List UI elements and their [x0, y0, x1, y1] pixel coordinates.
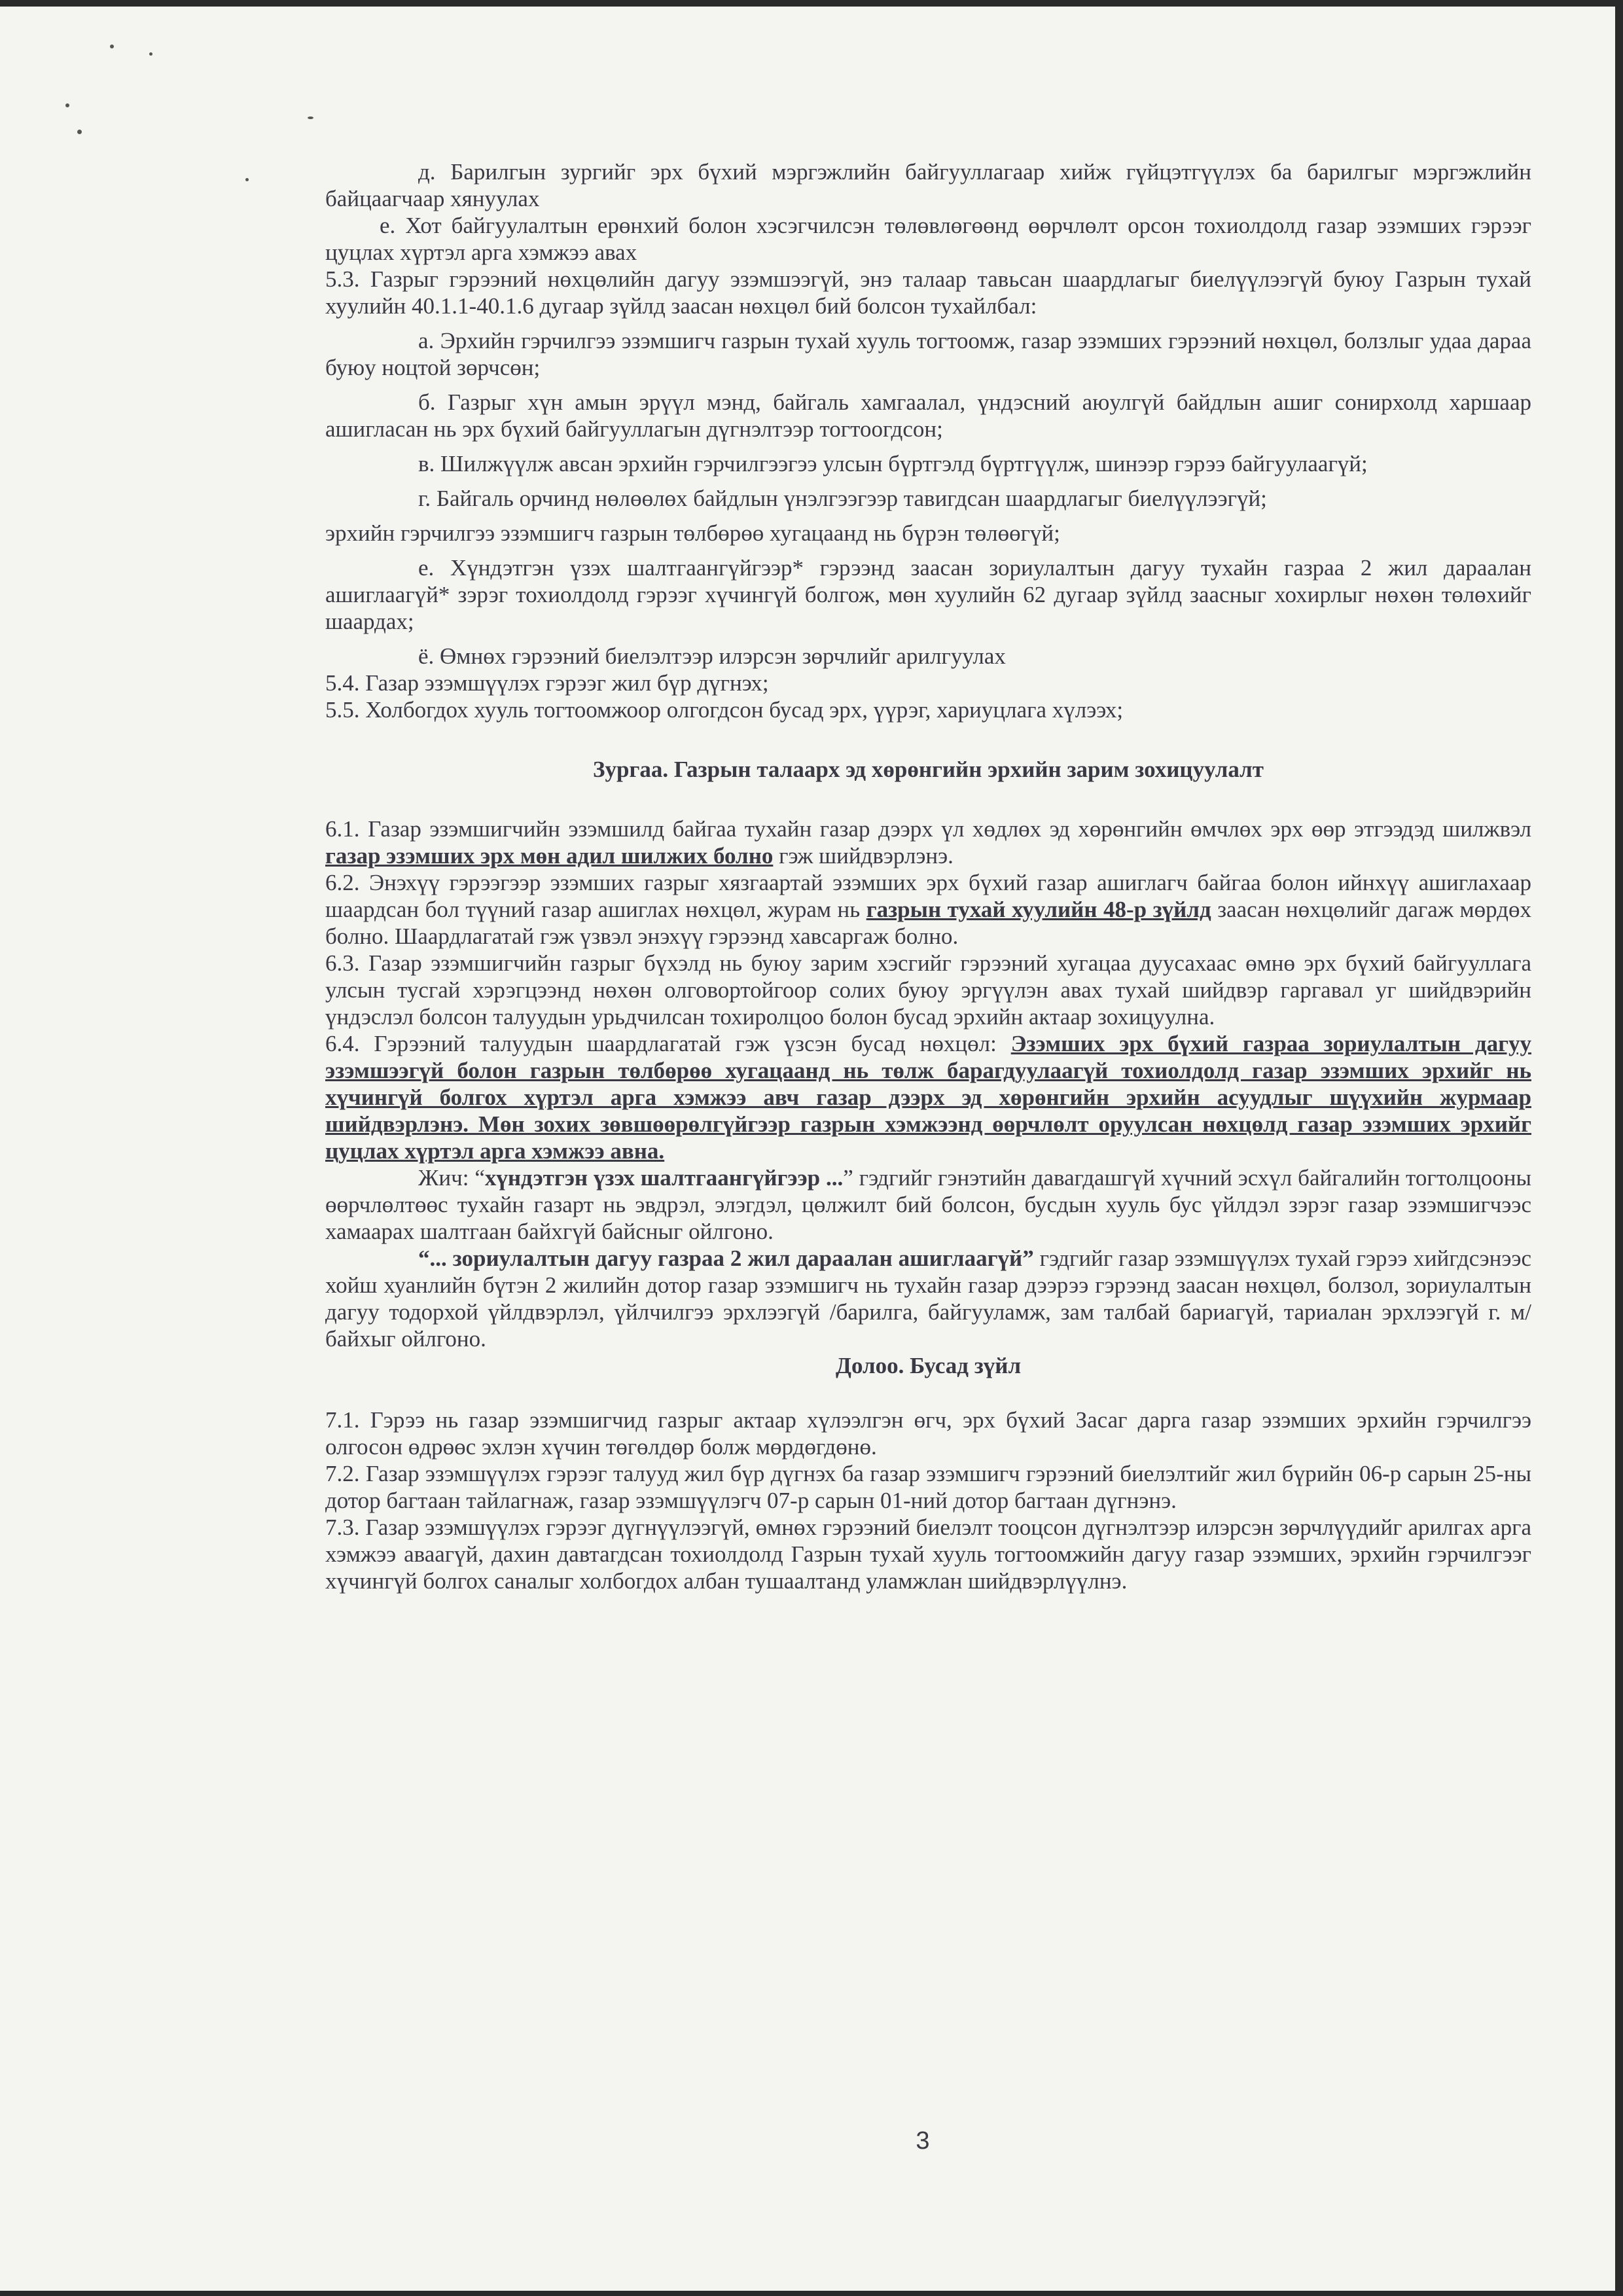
note-2 [325, 1245, 1531, 1352]
scan-speck [77, 130, 82, 134]
clause-6-4-underlined: Эзэмших эрх бүхий газраа зориулалтын дагуу эзэмшээгүй болон газрын төлбөрөө хугацаанд нь төлж барагдуулаагүй тохиолдолд газар эзэмших эрхийг нь хүчингүй болгох хүртэл арга хэмжээ авч газар дээрх эд хөрөнгийн эрхийн асуудлыг шүүхийн журмаар шийдвэрлэнэ. Мөн зохих зөвшөөрөлгүйгээр газрын хэмжээнд өөрчлөлт оруулсан нөхцөлд газар эзэмших эрхийг цуцлах хүртэл арга хэмжээ авна. [325, 1031, 1531, 1164]
clause-5-3-yo: ё. Өмнөх гэрээний биелэлтээр илэрсэн зөрчлийг арилгуулах [418, 643, 1006, 669]
clause-6-3: 6.3. Газар эзэмшигчийн газрыг бүхэлд нь буюу зарим хэсгийг гэрээний хугацаа дуусахаас өмнө эрх бүхий байгууллага улсын тусгай хэрэгцээнд нөхөн олговортойгоор солих буюу эргүүлэн авах тухай шийдвэр гаргавал уг шийдвэрийн үндэслэл болсон талуудын урьдчилсан тохиролцоо болон бусад эрхийн актаар зохицуулна. [325, 950, 1531, 1030]
clause-6-2-underlined: газрын тухай хуулийн 48-р зүйлд [866, 897, 1211, 922]
clause-5-5: 5.5. Холбогдох хууль тогтоомжоор олгогдсон бусад эрх, үүрэг, хариуцлага хүлээх; [325, 697, 1124, 723]
clause-5-3-a: а. Эрхийн гэрчилгээ эзэмшигч газрын тухай хууль тогтоомж, газар эзэмших гэрээний нөхцөл, болзлыг удаа дараа буюу ноцтой зөрчсөн; [325, 328, 1531, 380]
clause-7-3: 7.3. Газар эзэмшүүлэх гэрээг дүгнүүлээгүй, өмнөх гэрээний биелэлт тооцсон дүгнэлтээр илэрсэн зөрчлүүдийг арилгах арга хэмжээ аваагүй, дахин давтагдсан тохиолдолд Газрын тухай хууль тогтоомжийн дагуу газар эзэмших, эрхийн гэрчилгээг хүчингүй болгох саналыг холбогдох албан тушаалтанд уламжлан шийдвэрлүүлнэ. [325, 1515, 1531, 1594]
clause-6-4-text: 6.4. Гэрээний талуудын шаардлагатай гэж үзсэн бусад нөхцөл: [325, 1031, 1011, 1056]
note-2-text: гэдгийг газар эзэмшүүлэх тухай гэрээ хийгдсэнээс хойш хуанлийн бүтэн 2 жилийн дотор газар эзэмшигч нь тухайн газар дээрээ гэрээнд заасан нөхцөл, болзол, зориулалтын дагуу тодорхой үйлдвэрлэл, үйлчилгээ эрхлээгүй /барилга, байгууламж, зам талбай бариагүй, тариалан эрхлээгүй г. м/ байхыг ойлгоно. [325, 1246, 1531, 1352]
scan-speck [65, 103, 69, 107]
clause-5-3-b: б. Газрыг хүн амын эрүүл мэнд, байгаль хамгаалал, үндэсний аюулгүй байдлын ашиг сонирхолд харшаар ашигласан нь эрх бүхий байгууллагын дүгнэлтээр тогтоогдсон; [325, 389, 1531, 442]
scan-speck [245, 178, 249, 181]
scan-speck [110, 45, 114, 48]
clause-6-2-tail: заасан нөхцөлийг дагаж мөрдөх болно. Шаардлагатай гэж үзвэл энэхүү гэрээнд хавсаргаж болно. [325, 897, 1531, 949]
note-2-term: “... зориулалтын дагуу газраа 2 жил дараалан ашиглаагүй” [418, 1246, 1034, 1271]
note-1 [325, 1164, 1531, 1245]
scan-speck [149, 52, 152, 56]
section-7-heading: Долоо. Бусад зүйл [835, 1353, 1022, 1378]
clause-7-1: 7.1. Гэрээ нь газар эзэмшигчид газрыг актаар хүлээлгэн өгч, эрх бүхий Засаг дарга газар эзэмших эрхийн гэрчилгээ олгосон өдрөөс эхлэн хүчин төгөлдөр болж мөрдөгдөнө. [325, 1407, 1531, 1460]
clause-6-2-text: 6.2. Энэхүү гэрээгээр эзэмших газрыг хязгаартай эзэмших эрх бүхий газар ашиглагч байгаа болон ийнхүү ашиглахаар шаардсан бол түүний газар ашиглах нөхцөл, журам нь [325, 870, 1531, 922]
clause-5-3-e: е. Хүндэтгэн үзэх шалтгаангүйгээр* гэрээнд заасан зориулалтын дагуу тухайн газраа 2 жил дараалан ашиглаагүй* зэрэг тохиолдолд гэрээг хүчингүй болгож, мөн хуулийн 62 дугаар зүйлд заасныг хохирлыг нөхөн төлөхийг шаардах; [325, 555, 1531, 634]
document-body [325, 158, 1531, 1594]
clause-6-1-text: 6.1. Газар эзэмшигчийн эзэмшилд байгаа тухайн газар дээрх үл хөдлөх эд хөрөнгийн өмчлөх эрх өөр этгээдэд шилжвэл [325, 816, 1531, 842]
clause-5-3-v: в. Шилжүүлж авсан эрхийн гэрчилгээгээ улсын бүртгэлд бүртгүүлж, шинээр гэрээ байгуулаагүй; [418, 451, 1368, 476]
clause-6-1 [325, 816, 1531, 869]
scan-speck [308, 117, 313, 119]
clause-5-2-e: е. Хот байгуулалтын ерөнхий болон хэсэгчилсэн төлөвлөгөөнд өөрчлөлт орсон тохиолдолд газар эзэмших гэрээг цуцлах хүртэл арга хэмжээ авах [325, 213, 1531, 265]
clause-5-2-d: д. Барилгын зургийг эрх бүхий мэргэжлийн байгууллагаар хийж гүйцэтгүүлэх ба барилгыг мэргэжлийн байцаагчаар хянуулах [325, 159, 1531, 211]
clause-6-2 [325, 869, 1531, 950]
note-1-term: хүндэтгэн үзэх шалтгаангүйгээр ... [484, 1165, 844, 1191]
document-page [0, 7, 1615, 2291]
clause-6-1-underlined: газар эзэмших эрх мөн адил шилжих болно [325, 843, 774, 869]
section-6-heading: Зургаа. Газрын талаарх эд хөрөнгийн эрхийн зарим зохицуулалт [593, 757, 1264, 782]
note-1-open: Жич: “ [418, 1165, 485, 1191]
clause-5-3: 5.3. Газрыг гэрээний нөхцөлийн дагуу эзэмшээгүй, энэ талаар тавьсан шаардлагыг биелүүлээгүй буюу Газрын тухай хуулийн 40.1.1-40.1.6 дугаар зүйлд заасан нөхцөл бий болсон тухайлбал: [325, 266, 1531, 319]
clause-5-4: 5.4. Газар эзэмшүүлэх гэрээг жил бүр дүгнэх; [325, 670, 769, 696]
clause-6-4 [325, 1030, 1531, 1164]
clause-7-2: 7.2. Газар эзэмшүүлэх гэрээг талууд жил бүр дүгнэх ба газар эзэмшигч гэрээний биелэлтийг жил бүрийн 06-р сарын 25-ны дотор багтаан тайлагнаж, газар эзэмшүүлэгч 07-р сарын 01-ний дотор багтаан дүгнэнэ. [325, 1461, 1531, 1513]
clause-5-3-g-cont: эрхийн гэрчилгээ эзэмшигч газрын төлбөрөө хугацаанд нь бүрэн төлөөгүй; [325, 520, 1060, 546]
note-1-text: ” гэдгийг гэнэтийн давагдашгүй хүчний эсхүл байгалийн тогтолцооны өөрчлөлтөөс тухайн газарт нь эвдрэл, элэгдэл, цөлжилт бий болсон, бусдын хууль бус үйлдэл зэрэг газар эзэмшигчээс хамаарах шалтгаан байхгүй байсныг ойлгоно. [325, 1165, 1532, 1244]
page-number: 3 [916, 2127, 930, 2155]
clause-5-3-g: г. Байгаль орчинд нөлөөлөх байдлын үнэлгээгээр тавигдсан шаардлагыг биелүүлээгүй; [418, 486, 1267, 511]
clause-6-1-tail: гэж шийдвэрлэнэ. [773, 843, 954, 869]
